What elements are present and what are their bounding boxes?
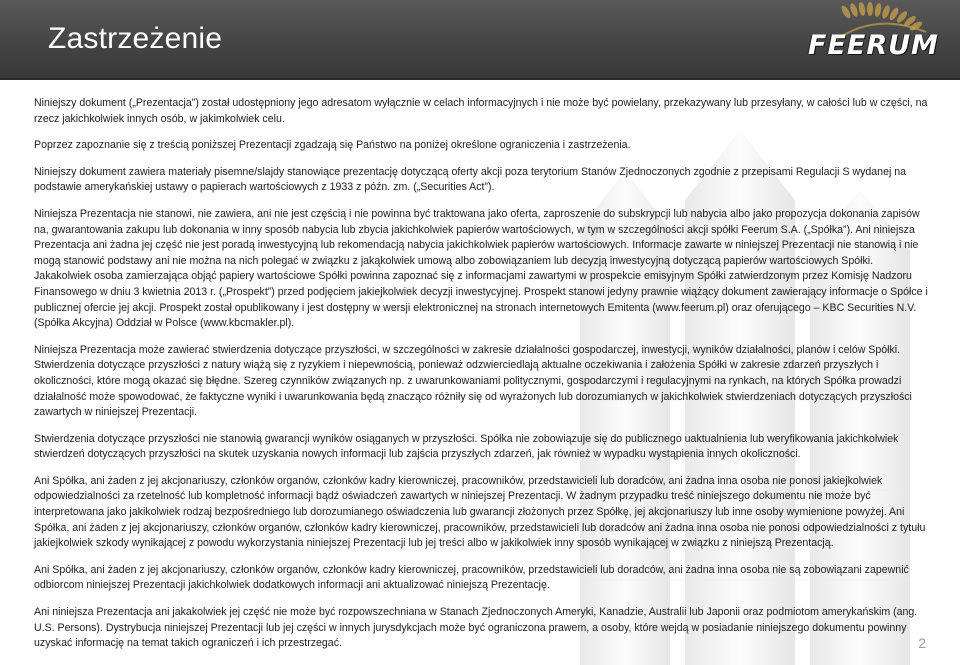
page-number: 2 <box>918 635 926 651</box>
paragraph: Niniejszy dokument zawiera materiały pisemne/slajdy stanowiące prezentację dotyczącą oferty akcji poza terytorium Stanów Zjednoczonych zgodnie z przepisami Regulacji S wydanej na podstawie amerykańskiej ustawy o papierach wartościowych z 1933 z późn. zm. („Securities Act”). <box>34 165 907 194</box>
paragraph: Poprzez zapoznanie się z treścią poniższej Prezentacji zgadzają się Państwo na poniżej określone ograniczenia i zastrzeżenia. <box>34 139 631 152</box>
paragraph: Niniejsza Prezentacja może zawierać stwierdzenia dotyczące przyszłości, w szczególności w zakresie działalności gospodarczej, inwestycji, wyników działalności, planów i celów Spółki. Stwierdzenia dotyczące przyszłości z natury wiążą się z ryzykiem i niepewnością, ponieważ odzwierciedlają aktualne oczekiwania i założenia Spółki w zakresie zdarzeń przyszłych i okoliczności, które mogą okazać się błędne. Szereg czynników związanych np. z uwarunkowaniami politycznymi, gospodarczymi i regulacyjnymi na rynkach, na których Spółka prowadzi działalność może spowodować, że faktyczne wyniki i uwarunkowania będą znacząco różniły się od wyrażonych lub dorozumianych w jakichkolwiek stwierdzeniach dotyczących przyszłości zawartych w niniejszej Prezentacji. <box>34 343 912 419</box>
paragraph: Ani Spółka, ani żaden z jej akcjonariuszy, członków organów, członków kadry kierowniczej, pracowników, przedstawicieli lub doradców, ani żadna inna osoba nie ponosi jakiejkolwiek odpowiedzialności za rzetelność lub kompletność informacji bądź oświadczeń zawartych w niniejszej Prezentacji. W żadnym przypadku treść niniejszego dokumentu nie może być interpretowana jako jakikolwiek rodzaj bezpośredniego lub dorozumianego oświadczenia lub gwarancji złożonych przez Spółkę, jej akcjonariuszy lub inne osoby wymienione powyżej. Ani Spółka, ani żaden z jej akcjonariuszy, członków organów, członków kadry kierowniczej, pracowników, przedstawicieli lub doradców ani żadna inna osoba nie ponosi odpowiedzialności z tytułu jakiejkolwiek szkody wynikającej z powodu wykorzystania niniejszej Prezentacji lub jej treści albo w jakikolwiek inny sposób wynikającej w związku z niniejszą Prezentacją. <box>34 474 926 550</box>
paragraph: Stwierdzenia dotyczące przyszłości nie stanowią gwarancji wyników osiąganych w przyszłości. Spółka nie zobowiązuje się do publicznego uaktualnienia lub weryfikowania jakichkolwiek stwierdzeń dotyczących przyszłości na skutek uzyskania nowych informacji lub zajścia przyszłych zdarzeń, jak również w wypadku wystąpienia innych okoliczności. <box>34 432 899 461</box>
slide-header <box>0 0 960 80</box>
disclaimer-body <box>34 96 928 663</box>
paragraph: Niniejsza Prezentacja nie stanowi, nie zawiera, ani nie jest częścią i nie powinna być traktowana jako oferta, zaproszenie do subskrypcji lub nabycia albo jako propozycja dokonania zapisów na, gwarantowania zakupu lub dokonania w inny sposób nabycia lub zbycia jakichkolwiek papierów wartościowych, w tym w szczególności akcji spółki Feerum S.A. („Spółka”). Ani niniejsza Prezentacja ani żadna jej część nie jest poradą inwestycyjną lub rekomendacją nabycia jakichkolwiek papierów wartościowych. Informacje zawarte w niniejszej Prezentacji nie stanowią i nie mogą stanowić podstawy ani nie można na nich polegać w związku z jakąkolwiek umową albo zobowiązaniem lub decyzją inwestycyjną dotyczącą papierów wartościowych Spółki. Jakakolwiek osoba zamierzająca objąć papiery wartościowe Spółki powinna zapoznać się z informacjami zawartymi w prospekcie emisyjnym Spółki zatwierdzonym przez Komisję Nadzoru Finansowego w dniu 3 kwietnia 2013 r. („Prospekt”) przed podjęciem jakiejkolwiek decyzji inwestycyjnej. Prospekt stanowi jedyny prawnie wiążący dokument zawierający informacje o Spółce i publicznej ofercie jej akcji. Prospekt został opublikowany i jest dostępny w wersji elektronicznej na stronach internetowych Emitenta (www.feerum.pl) oraz oferującego – KBC Securities N.V. (Spółka Akcyjna) Oddział w Polsce (www.kbcmakler.pl). <box>34 207 928 330</box>
paragraph: Ani niniejsza Prezentacja ani jakakolwiek jej część nie może być rozpowszechniana w Stanach Zjednoczonych Ameryki, Kanadzie, Australii lub Japonii oraz podmiotom amerykańskim (ang. U.S. Persons). Dystrybucja niniejszej Prezentacji lub jej części w innych jurysdykcjach może być ograniczona prawem, a osoby, które wejdą w posiadanie niniejszego dokumentu powinny uzyskać informację na temat takich ograniczeń i ich przestrzegać. <box>34 606 918 650</box>
slide-title: Zastrzeżenie <box>48 22 223 55</box>
paragraph: Ani Spółka, ani żaden z jej akcjonariuszy, członków organów, członków kadry kierowniczej, pracowników, przedstawicieli lub doradców, ani żadna inna osoba nie są zobowiązani zapewnić odbiorcom niniejszej Prezentacji jakichkolwiek dodatkowych informacji ani aktualizować niniejszą Prezentację. <box>34 563 909 592</box>
logo-text: FEERUM <box>808 30 939 61</box>
feerum-logo <box>808 30 939 61</box>
paragraph: Niniejszy dokument („Prezentacja”) został udostępniony jego adresatom wyłącznie w celach informacyjnych i nie może być powielany, przekazywany lub przesyłany, w całości lub w części, na rzecz jakichkolwiek innych osób, w jakimkolwiek celu. <box>34 97 928 125</box>
